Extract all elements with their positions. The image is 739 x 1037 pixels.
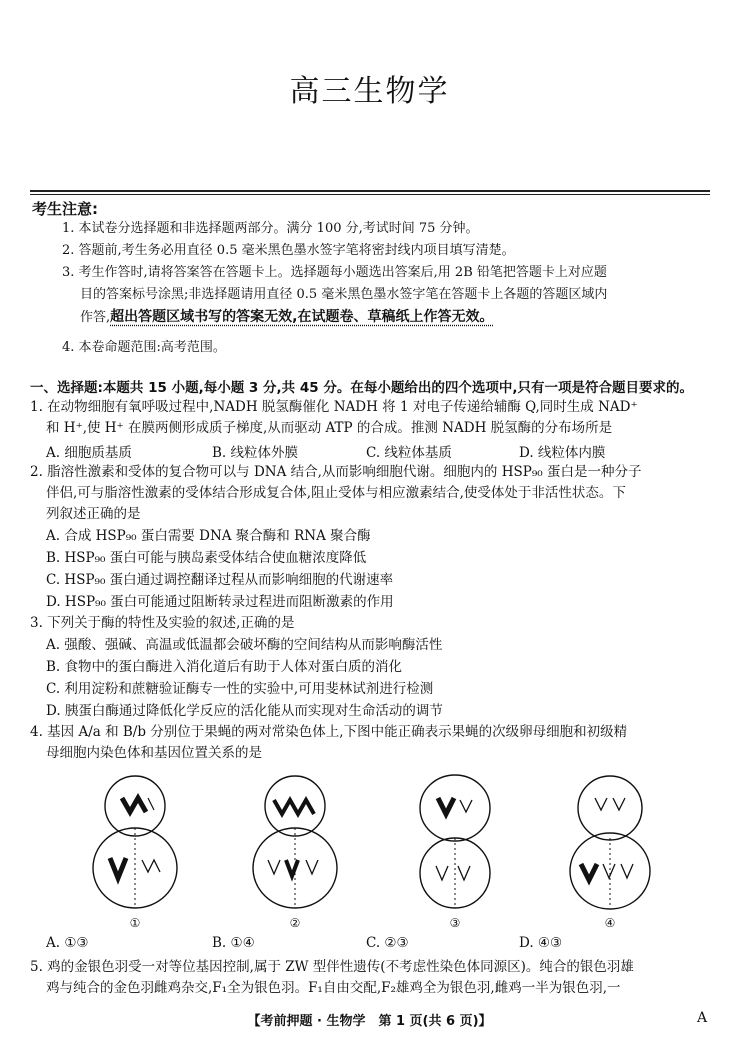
option-a[interactable]: A. 合成 HSP₉₀ 蛋白需要 DNA 聚合酶和 RNA 聚合酶	[46, 528, 371, 544]
cell-3-drawing	[400, 768, 510, 913]
page-title: 高三生物学	[289, 74, 450, 109]
figure-label: ④	[604, 916, 616, 930]
option-b[interactable]: B. ①④	[212, 935, 255, 951]
notice-emphasis: 超出答题区域书写的答案无效,在试题卷、草稿纸上作答无效。	[110, 309, 494, 325]
cell-2-drawing	[240, 768, 350, 913]
page-footer: 【考前押题 · 生物学 第 1 页(共 6 页)】	[247, 1014, 492, 1029]
notice-item	[62, 306, 722, 329]
option-d[interactable]: D. ④③	[519, 935, 563, 951]
cell-diagram-4	[555, 768, 665, 930]
question-4-options	[46, 935, 706, 951]
question-4-line: 4. 基因 A/a 和 B/b 分别位于果蝇的两对常染色体上,下图中能正确表示果蝇的次级卵母细胞和初级精	[30, 724, 628, 740]
question-2-line: 2. 脂溶性激素和受体的复合物可以与 DNA 结合,从而影响细胞代谢。细胞内的 HSP₉₀ 蛋白是一种分子	[30, 464, 642, 480]
question-1-line: 1. 在动物细胞有氧呼吸过程中,NADH 脱氢酶催化 NADH 将 1 对电子传递给辅酶 Q,同时生成 NAD⁺	[30, 399, 638, 415]
option-c[interactable]: C. HSP₉₀ 蛋白通过调控翻译过程从而影响细胞的代谢速率	[46, 572, 394, 588]
option-b[interactable]: B. 食物中的蛋白酶进入消化道后有助于人体对蛋白质的消化	[46, 659, 403, 675]
question-3-line: 3. 下列关于酶的特性及实验的叙述,正确的是	[30, 615, 295, 631]
question-4-line: 母细胞内染色体和基因位置关系的是	[46, 745, 262, 761]
cell-diagram-3	[400, 768, 510, 930]
option-c[interactable]: C. 线粒体基质	[366, 445, 452, 461]
paper-version: A	[697, 1010, 708, 1026]
question-2-line: 列叙述正确的是	[46, 506, 141, 522]
notice-item: 2. 答题前,考生务必用直径 0.5 毫米黑色墨水签字笔将密封线内项目填写清楚。	[62, 243, 515, 258]
option-d[interactable]: D. 胰蛋白酶通过降低化学反应的活化能从而实现对生命活动的调节	[46, 703, 443, 719]
question-1-line: 和 H⁺,使 H⁺ 在膜两侧形成质子梯度,从而驱动 ATP 的合成。推测 NADH 脱氢酶的分布场所是	[46, 420, 613, 436]
notice-item: 4. 本卷命题范围:高考范围。	[62, 340, 226, 355]
notice-item: 3. 考生作答时,请将答案答在答题卡上。选择题每小题选出答案后,用 2B 铅笔把答题卡上对应题	[62, 265, 607, 280]
option-a[interactable]: A. ①③	[46, 935, 89, 951]
section-heading: 一、选择题:本题共 15 小题,每小题 3 分,共 45 分。在每小题给出的四个选项中,只有一项是符合题目要求的。	[30, 380, 693, 396]
question-5-line: 5. 鸡的金银色羽受一对等位基因控制,属于 ZW 型伴性遗传(不考虑性染色体同源区)。纯合的银色羽雄	[30, 959, 634, 975]
cell-diagram-1	[80, 768, 190, 930]
option-c[interactable]: C. ②③	[366, 935, 409, 951]
cell-division-figure	[80, 768, 670, 930]
question-1-options	[46, 441, 706, 461]
option-d[interactable]: D. 线粒体内膜	[519, 445, 606, 461]
notice-item: 1. 本试卷分选择题和非选择题两部分。满分 100 分,考试时间 75 分钟。	[62, 221, 479, 236]
divider	[30, 190, 710, 192]
cell-4-drawing	[555, 768, 665, 913]
notice-heading: 考生注意:	[32, 200, 98, 218]
notice-item: 目的答案标号涂黑;非选择题请用直径 0.5 毫米黑色墨水签字笔在答题卡上各题的答题区域内	[80, 287, 608, 302]
divider	[30, 194, 710, 195]
option-b[interactable]: B. 线粒体外膜	[212, 445, 299, 461]
figure-label: ③	[449, 916, 461, 930]
option-b[interactable]: B. HSP₉₀ 蛋白可能与胰岛素受体结合使血糖浓度降低	[46, 550, 367, 566]
notice-list	[62, 218, 722, 359]
notice-text: 作答,	[80, 310, 111, 325]
option-a[interactable]: A. 强酸、强碱、高温或低温都会破坏酶的空间结构从而影响酶活性	[46, 637, 443, 653]
option-c[interactable]: C. 利用淀粉和蔗糖验证酶专一性的实验中,可用斐林试剂进行检测	[46, 681, 434, 697]
cell-diagram-2	[240, 768, 350, 930]
question-5-line: 鸡与纯合的金色羽雌鸡杂交,F₁全为银色羽。F₁自由交配,F₂雄鸡全为银色羽,雌鸡一半为银色羽,一	[46, 980, 621, 996]
option-d[interactable]: D. HSP₉₀ 蛋白可能通过阻断转录过程进而阻断激素的作用	[46, 594, 394, 610]
cell-1-drawing	[80, 768, 190, 913]
question-2-line: 伴侣,可与脂溶性激素的受体结合形成复合体,阻止受体与相应激素结合,使受体处于非活性状态。下	[46, 485, 626, 501]
option-a[interactable]: A. 细胞质基质	[46, 445, 132, 461]
figure-label: ①	[129, 916, 141, 930]
figure-label: ②	[289, 916, 301, 930]
